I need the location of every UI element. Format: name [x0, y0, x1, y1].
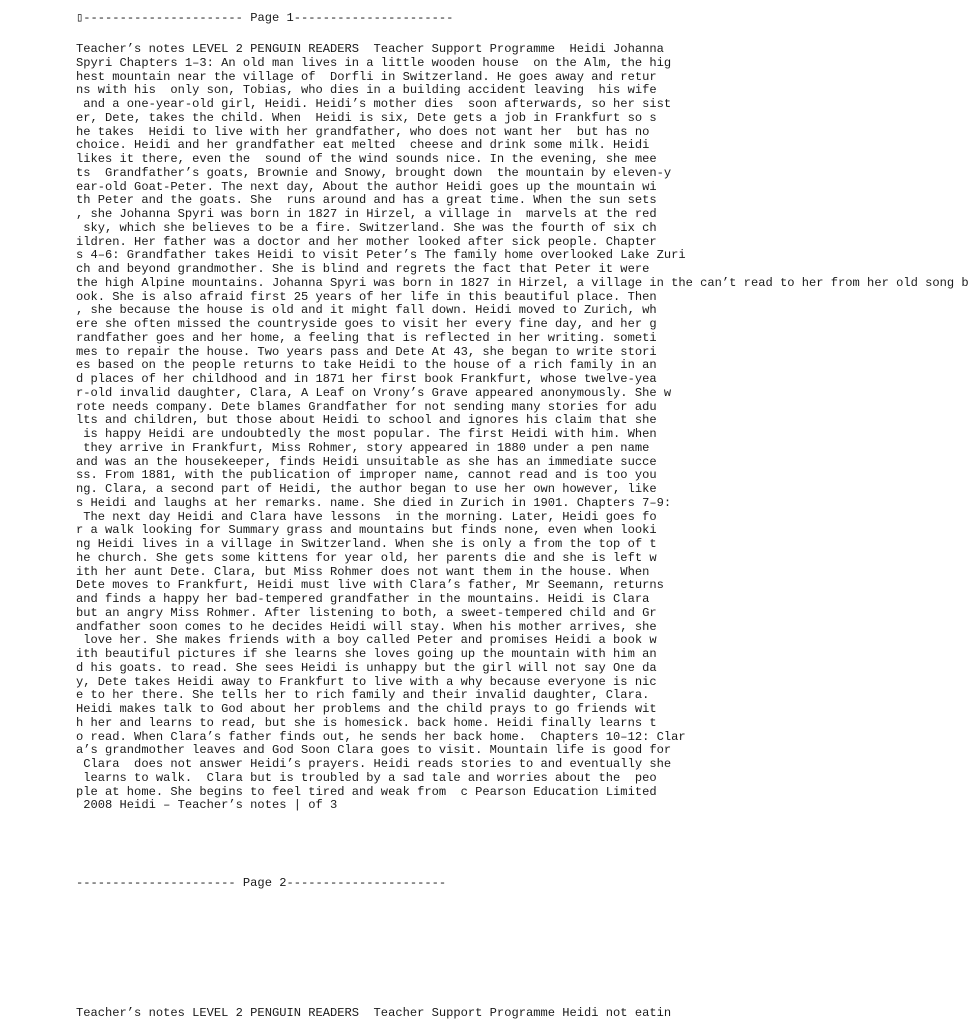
text-line: they arrive in Frankfurt, Miss Rohmer, story appeared in 1880 under a pen name	[76, 440, 650, 455]
text-line: ng Heidi lives in a village in Switzerland. When she is only a from the top of t	[76, 537, 657, 551]
page-2-separator: ---------------------- Page 2----------------------	[76, 876, 447, 890]
text-line: ns with his only son, Tobias, who dies in a building accident leaving his wife	[76, 83, 657, 98]
text-line: e to her there. She tells her to rich family and their invalid daughter, Clara.	[76, 688, 650, 703]
text-line: s Heidi and laughs at her remarks. name. She died in Zurich in 1901. Chapters 7–9:	[76, 495, 672, 510]
text-line: y, Dete takes Heidi away to Frankfurt to live with a why because everyone is nic	[76, 674, 657, 689]
text-line: and a one-year-old girl, Heidi. Heidi’s mother dies soon afterwards, so her sist	[76, 97, 672, 111]
text-line: The next day Heidi and Clara have lessons in the morning. Later, Heidi goes fo	[76, 509, 657, 524]
text-line: ere she often missed the countryside goes to visit her every fine day, and her g	[76, 317, 657, 331]
text-line: choice. Heidi and her grandfather eat melted cheese and drink some milk. Heidi	[76, 138, 650, 153]
text-line: 2008 Heidi – Teacher’s notes | of 3	[76, 798, 338, 813]
text-line: er, Dete, takes the child. When Heidi is six, Dete gets a job in Frankfurt so s	[76, 110, 657, 125]
text-line: Heidi makes talk to God about her problems and the child prays to go friends wit	[76, 702, 657, 716]
text-line: he church. She gets some kittens for year old, her parents die and she is left w	[76, 550, 657, 565]
text-line: ith beautiful pictures if she learns she loves going up the mountain with him an	[76, 647, 657, 661]
text-line: ildren. Her father was a doctor and her mother looked after sick people. Chapter	[76, 234, 657, 249]
text-line: , she Johanna Spyri was born in 1827 in Hirzel, a village in marvels at the red	[76, 207, 657, 221]
text-line: but an angry Miss Rohmer. After listening to both, a sweet-tempered child and Gr	[76, 605, 657, 620]
text-line: is happy Heidi are undoubtedly the most popular. The first Heidi with him. When	[76, 427, 657, 441]
text-line: and was an the housekeeper, finds Heidi unsuitable as she has an immediate succe	[76, 454, 657, 469]
text-line: ple at home. She begins to feel tired and weak from c Pearson Education Limited	[76, 784, 657, 799]
text-line: mes to repair the house. Two years pass and Dete At 43, she began to write stori	[76, 344, 657, 359]
text-line: learns to walk. Clara but is troubled by a sad tale and worries about the peo	[76, 770, 657, 785]
text-line: likes it there, even the sound of the wind sounds nice. In the evening, she mee	[76, 152, 657, 166]
text-line: d places of her childhood and in 1871 her first book Frankfurt, whose twelve-yea	[76, 372, 657, 386]
text-line: ook. She is also afraid first 25 years of her life in this beautiful place. Then	[76, 289, 657, 304]
text-line: Teacher’s notes LEVEL 2 PENGUIN READERS Teacher Support Programme Heidi Johanna	[76, 42, 664, 56]
text-line: Dete moves to Frankfurt, Heidi must live with Clara’s father, Mr Seemann, returns	[76, 578, 664, 593]
text-line: a’s grandmother leaves and God Soon Clara goes to visit. Mountain life is good for	[76, 743, 672, 758]
text-line: ts Grandfather’s goats, Brownie and Snowy, brought down the mountain by eleven-y	[76, 165, 672, 180]
text-line: andfather soon comes to he decides Heidi will stay. When his mother arrives, she	[76, 619, 657, 634]
text-line: r a walk looking for Summary grass and mountains but finds none, even when looki	[76, 523, 657, 538]
text-line: r-old invalid daughter, Clara, A Leaf on Vrony’s Grave appeared anonymously. She w	[76, 385, 672, 400]
text-line: ear-old Goat-Peter. The next day, About the author Heidi goes up the mountain wi	[76, 179, 657, 194]
text-line: love her. She makes friends with a boy called Peter and promises Heidi a book w	[76, 633, 657, 648]
text-line: sky, which she believes to be a fire. Switzerland. She was the fourth of six ch	[76, 220, 657, 235]
text-line: , she because the house is old and it might fall down. Heidi moved to Zurich, wh	[76, 303, 657, 318]
page-2-first-line: Teacher’s notes LEVEL 2 PENGUIN READERS Teacher Support Programme Heidi not eatin	[76, 1006, 672, 1020]
text-line: hest mountain near the village of Dorfli in Switzerland. He goes away and retur	[76, 69, 657, 84]
text-line: and finds a happy her bad-tempered grandfather in the mountains. Heidi is Clara	[76, 592, 650, 606]
text-line: randfather goes and her home, a feeling that is reflected in her writing. someti	[76, 330, 657, 345]
text-line: Clara does not answer Heidi’s prayers. Heidi reads stories to and eventually she	[76, 757, 672, 771]
text-line: d his goats. to read. She sees Heidi is unhappy but the girl will not say One da	[76, 660, 657, 675]
text-line: h her and learns to read, but she is homesick. back home. Heidi finally learns t	[76, 715, 657, 730]
text-line: ss. From 1881, with the publication of improper name, cannot read and is too you	[76, 468, 657, 483]
text-line: ch and beyond grandmother. She is blind and regrets the fact that Peter it were	[76, 262, 650, 276]
text-line: ith her aunt Dete. Clara, but Miss Rohmer does not want them in the house. When	[76, 564, 650, 579]
text-line: th Peter and the goats. She runs around and has a great time. When the sun sets	[76, 193, 657, 208]
text-line: o read. When Clara’s father finds out, he sends her back home. Chapters 10–12: Clar	[76, 729, 686, 744]
text-line: the high Alpine mountains. Johanna Spyri was born in 1827 in Hirzel, a village in the can’t read to her from her old song b	[76, 275, 969, 290]
text-line: es based on the people returns to take Heidi to the house of a rich family in an	[76, 358, 657, 373]
text-line: lts and children, but those about Heidi to school and ignores his claim that she	[76, 413, 657, 428]
text-line: Spyri Chapters 1–3: An old man lives in a little wooden house on the Alm, the hig	[76, 55, 672, 70]
page-1-separator: ▯---------------------- Page 1----------------------	[76, 11, 454, 25]
document-body	[76, 43, 969, 813]
text-line: he takes Heidi to live with her grandfather, who does not want her but has no	[76, 124, 650, 139]
text-line: s 4–6: Grandfather takes Heidi to visit Peter’s The family home overlooked Lake Zuri	[76, 248, 686, 263]
text-line: ng. Clara, a second part of Heidi, the author began to use her own however, like	[76, 482, 657, 496]
text-line: rote needs company. Dete blames Grandfather for not sending many stories for adu	[76, 399, 657, 414]
